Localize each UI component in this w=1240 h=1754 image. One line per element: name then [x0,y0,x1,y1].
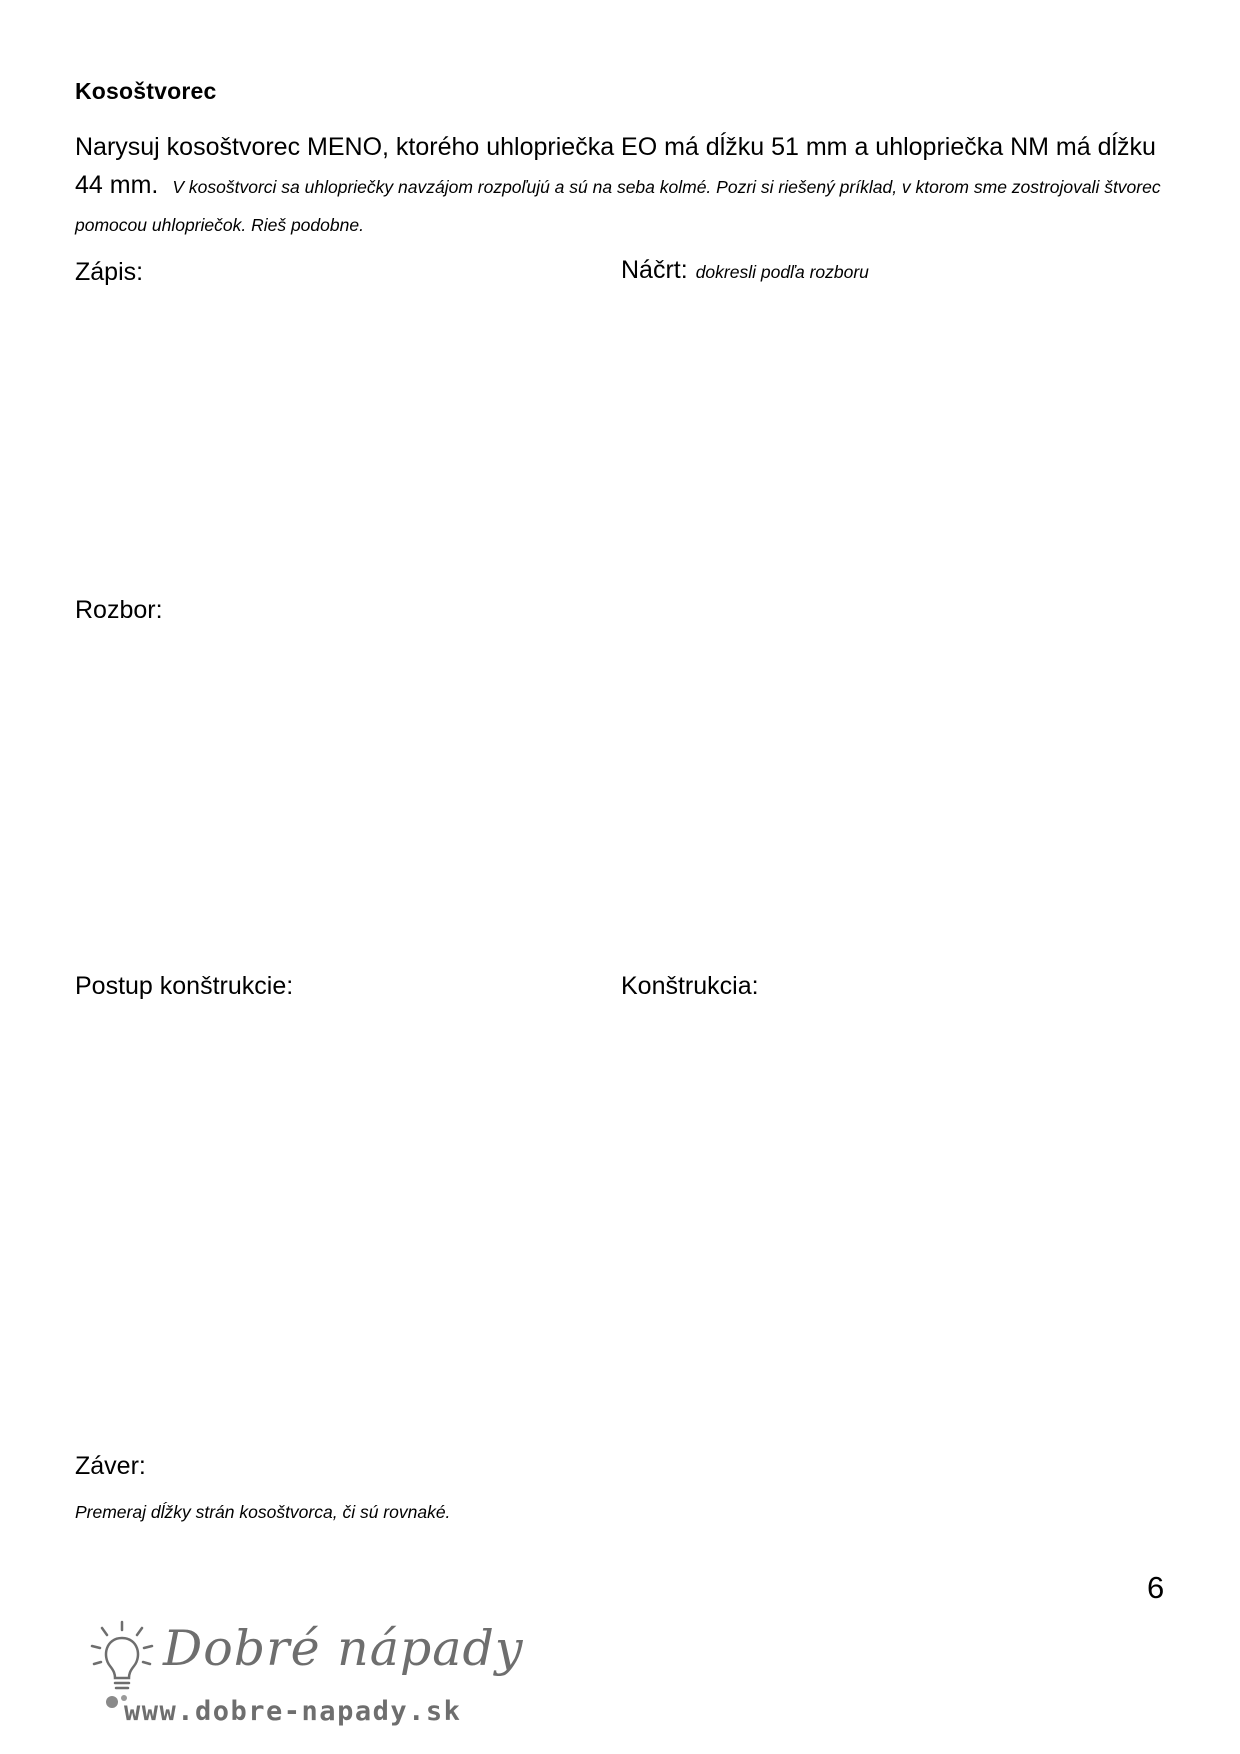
section-zaver-label: Záver: [75,1452,146,1480]
section-postup-label: Postup konštrukcie: [75,972,294,1000]
section-zapis-label: Zápis: [75,258,144,286]
task-note: V kosoštvorci sa uhlopriečky navzájom rozpoľujú a sú na seba kolmé. Pozri si riešený príklad, v ktorom sme zostrojovali štvorec pomocou uhlopriečok. Rieš podobne. [75,177,1161,235]
task-description [75,128,1180,242]
page-title: Kosoštvorec [75,78,217,104]
section-zaver-note: Premeraj dĺžky strán kosoštvorca, či sú rovnaké. [75,1502,451,1522]
section-rozbor-label: Rozbor: [75,596,163,624]
section-nacrt-label: Náčrt: [621,256,688,284]
logo-url: www.dobre-napady.sk [124,1696,462,1727]
section-konstrukcia-label: Konštrukcia: [621,972,759,1000]
section-nacrt-hint: dokresli podľa rozboru [695,262,869,282]
section-nacrt [621,256,869,285]
page-number: 6 [1147,1570,1165,1605]
logo-brand-text: Dobré nápady [163,1620,524,1677]
task-text: Narysuj kosoštvorec MENO, ktorého uhlopriečka EO má dĺžku 51 mm a uhlopriečka NM má dĺžku 44 mm. [75,133,1156,199]
